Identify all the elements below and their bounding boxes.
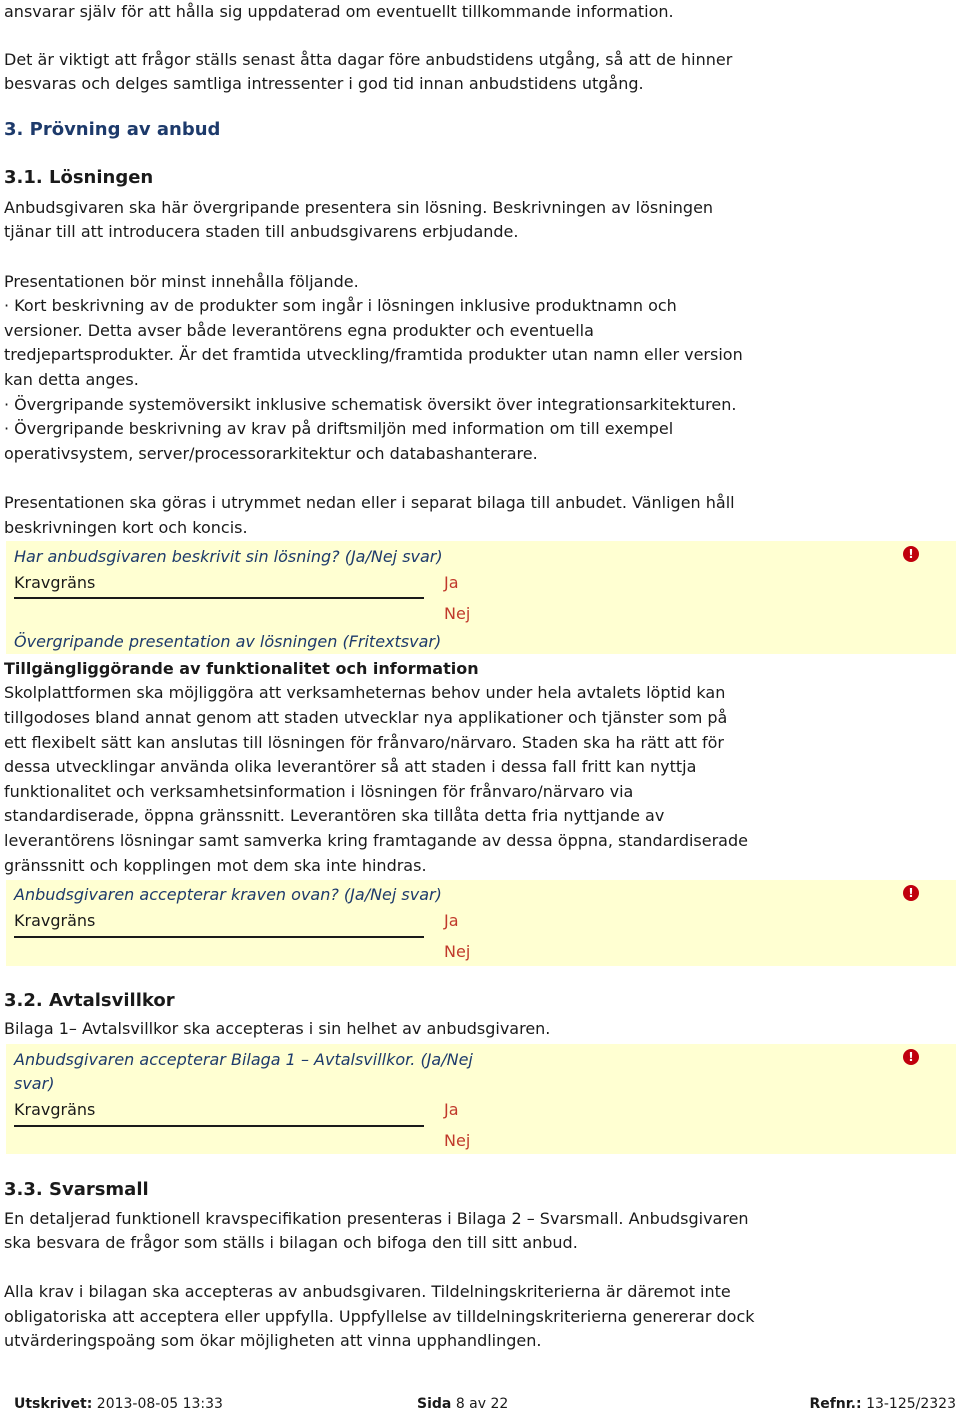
question-text: Anbudsgivaren accepterar Bilaga 1 – Avtalsvillkor. (Ja/Nej (14, 1050, 473, 1069)
subsection-heading: Tillgängliggörande av funktionalitet och information (4, 659, 479, 678)
footer-page-label: Sida (417, 1396, 452, 1412)
paragraph-line: beskrivningen kort och koncis. (4, 518, 248, 537)
footer-printed-value: 2013-08-05 13:33 (96, 1396, 223, 1412)
paragraph-line: gränssnitt och kopplingen mot dem ska inte hindras. (4, 856, 427, 875)
option-no[interactable]: Nej (444, 604, 471, 623)
intro-paragraph-line: besvaras och delges samtliga intressenter i god tid innan anbudstidens utgång. (4, 74, 644, 93)
requirement-label: Kravgräns (14, 911, 96, 930)
paragraph-line: kan detta anges. (4, 370, 139, 389)
paragraph-line: tredjepartsprodukter. Är det framtida utveckling/framtida produkter utan namn eller version (4, 345, 743, 364)
question-text: Anbudsgivaren accepterar kraven ovan? (Ja/Nej svar) (14, 885, 442, 904)
question-box-requirements (6, 880, 956, 966)
intro-line: ansvarar själv för att hålla sig uppdaterad om eventuellt tillkommande information. (4, 2, 674, 21)
paragraph-line: Bilaga 1– Avtalsvillkor ska accepteras i sin helhet av anbudsgivaren. (4, 1019, 551, 1038)
requirement-line (14, 597, 424, 599)
option-no[interactable]: Nej (444, 1131, 471, 1150)
paragraph-line: ett flexibelt sätt kan anslutas till lösningen för frånvaro/närvaro. Staden ska ha rätt att för (4, 733, 724, 752)
paragraph-line: utvärderingspoäng som ökar möjligheten att vinna upphandlingen. (4, 1331, 542, 1350)
warning-icon: ! (903, 546, 919, 562)
paragraph-line: Skolplattformen ska möjliggöra att verksamheternas behov under hela avtalets löptid kan (4, 683, 726, 702)
question-box-solution (6, 541, 956, 654)
section-heading-3-1: 3.1. Lösningen (4, 167, 154, 188)
section-heading-3: 3. Prövning av anbud (4, 119, 221, 140)
question-text: Har anbudsgivaren beskrivit sin lösning? (Ja/Nej svar) (14, 547, 443, 566)
footer-ref-label: Refnr.: (809, 1396, 862, 1412)
footer-page (417, 1394, 508, 1414)
section-heading-3-2: 3.2. Avtalsvillkor (4, 990, 175, 1011)
requirement-label: Kravgräns (14, 1100, 96, 1119)
paragraph-line: Anbudsgivaren ska här övergripande presentera sin lösning. Beskrivningen av lösningen (4, 198, 714, 217)
warning-icon: ! (903, 1049, 919, 1065)
footer-ref-value: 13-125/2323 (866, 1396, 956, 1412)
paragraph-line: ska besvara de frågor som ställs i bilagan och bifoga den till sitt anbud. (4, 1233, 578, 1252)
question-text: svar) (14, 1074, 55, 1093)
paragraph-line: En detaljerad funktionell kravspecifikation presenteras i Bilaga 2 – Svarsmall. Anbudsgivaren (4, 1209, 749, 1228)
requirement-line (14, 936, 424, 938)
option-yes[interactable]: Ja (444, 573, 459, 592)
option-yes[interactable]: Ja (444, 1100, 459, 1119)
requirement-label: Kravgräns (14, 573, 96, 592)
footer-page-value: 8 av 22 (455, 1396, 509, 1412)
paragraph-line: operativsystem, server/processorarkitektur och databashanterare. (4, 444, 538, 463)
option-yes[interactable]: Ja (444, 911, 459, 930)
paragraph-line: Presentationen bör minst innehålla följande. (4, 272, 359, 291)
warning-icon: ! (903, 885, 919, 901)
bullet-line: · Övergripande systemöversikt inklusive schematisk översikt över integrationsarkitekturen. (4, 395, 737, 414)
intro-paragraph-line: Det är viktigt att frågor ställs senast åtta dagar före anbudstidens utgång, så att de hinner (4, 50, 733, 69)
section-heading-3-3: 3.3. Svarsmall (4, 1179, 149, 1200)
paragraph-line: Presentationen ska göras i utrymmet nedan eller i separat bilaga till anbudet. Vänligen håll (4, 493, 735, 512)
paragraph-line: standardiserade, öppna gränssnitt. Leverantören ska tillåta detta fria nyttjande av (4, 806, 665, 825)
paragraph-line: versioner. Detta avser både leverantörens egna produkter och eventuella (4, 321, 594, 340)
footer-printed (14, 1394, 223, 1414)
question-box-contract-terms (6, 1044, 956, 1154)
paragraph-line: obligatoriska att acceptera eller uppfylla. Uppfyllelse av tilldelningskriterierna genererar dock (4, 1307, 755, 1326)
footer-ref (809, 1394, 956, 1414)
footer-printed-label: Utskrivet: (14, 1396, 93, 1412)
requirement-line (14, 1125, 424, 1127)
bullet-line: · Övergripande beskrivning av krav på driftsmiljön med information om till exempel (4, 419, 674, 438)
option-no[interactable]: Nej (444, 942, 471, 961)
paragraph-line: tjänar till att introducera staden till anbudsgivarens erbjudande. (4, 222, 519, 241)
paragraph-line: dessa utvecklingar använda olika leverantörer så att staden i dessa fall fritt kan nyttja (4, 757, 697, 776)
free-text-question[interactable]: Övergripande presentation av lösningen (Fritextsvar) (14, 632, 442, 651)
paragraph-line: funktionalitet och verksamhetsinformation i lösningen för frånvaro/närvaro via (4, 782, 634, 801)
bullet-line: · Kort beskrivning av de produkter som ingår i lösningen inklusive produktnamn och (4, 296, 677, 315)
paragraph-line: tillgodoses bland annat genom att staden utvecklar nya applikationer och tjänster som på (4, 708, 728, 727)
paragraph-line: Alla krav i bilagan ska accepteras av anbudsgivaren. Tildelningskriterierna är däremot inte (4, 1282, 731, 1301)
paragraph-line: leverantörens lösningar samt samverka kring framtagande av dessa öppna, standardiserade (4, 831, 748, 850)
